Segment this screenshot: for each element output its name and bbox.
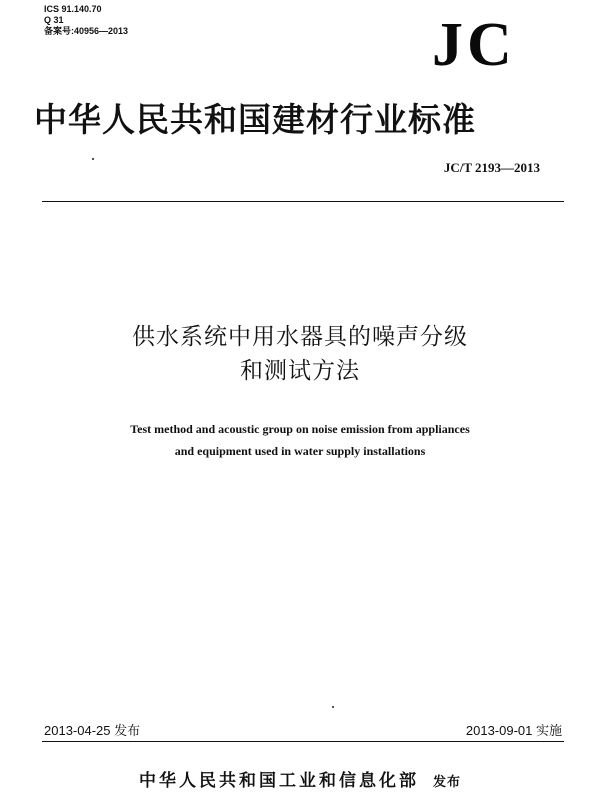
record-number: 备案号:40956—2013 [44, 26, 129, 36]
chinese-title-line-1: 供水系统中用水器具的噪声分级 [132, 324, 468, 350]
standard-number: JC/T 2193—2013 [443, 160, 540, 175]
organization-title: 中华人民共和国建材行业标准 [34, 100, 476, 139]
ics-code: ICS 91.140.70 [44, 4, 102, 14]
publisher-line [0, 766, 600, 791]
english-title-line-2: and equipment used in water supply installations [174, 444, 426, 458]
chinese-title-line-2: 和测试方法 [240, 358, 360, 384]
implementation-date: 2013-09-01 实施 [465, 723, 562, 738]
bottom-divider [42, 741, 564, 742]
english-title-line-1: Test method and acoustic group on noise emission from appliances [130, 422, 470, 436]
scan-speck [332, 706, 334, 708]
ccs-code: Q 31 [44, 15, 64, 25]
publisher-name: 中华人民共和国工业和信息化部 [138, 771, 419, 791]
top-divider [42, 201, 564, 202]
issue-date: 2013-04-25 发布 [44, 723, 141, 738]
chinese-title [0, 320, 600, 388]
classification-block [44, 4, 128, 37]
jc-logo: JC [432, 11, 516, 79]
english-title [0, 418, 600, 462]
scan-speck [92, 158, 94, 160]
publisher-suffix: 发布 [432, 775, 461, 790]
